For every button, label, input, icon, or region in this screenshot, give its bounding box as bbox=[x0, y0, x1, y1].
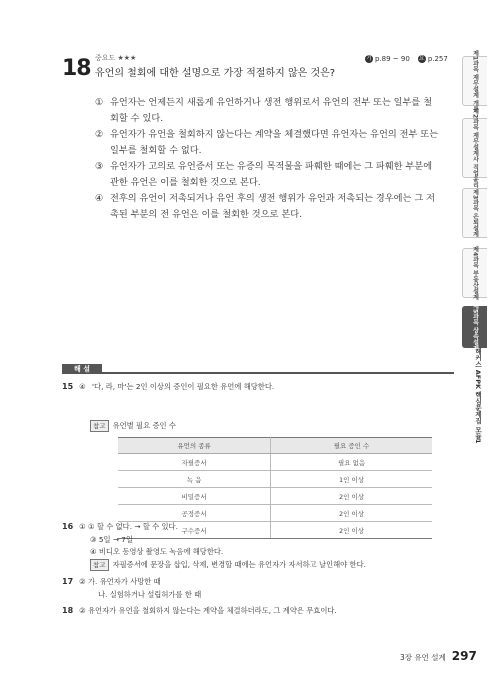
table-row bbox=[118, 505, 432, 522]
note-15 bbox=[90, 420, 176, 432]
option-3-text: 유언자가 고의로 유언증서 또는 유증의 목적물을 파훼한 때에는 그 파훼한 부분에 관한 유언은 이를 철회한 것으로 본다. bbox=[110, 161, 433, 188]
table-cell: 구수증서 bbox=[118, 522, 271, 539]
option-1-text: 유언자는 언제든지 새롭게 유언하거나 생전 행위로서 유언의 전부 또는 일부를 철회할 수 있다. bbox=[110, 97, 433, 124]
table-header: 유언의 종류 bbox=[118, 438, 271, 454]
tab-subject-4-label: 제4과목 부동산설계 bbox=[471, 245, 479, 301]
reference-2-text: p.257 bbox=[427, 55, 448, 63]
option-1-number: ① bbox=[95, 97, 104, 108]
option-3-number: ③ bbox=[95, 161, 104, 172]
table-cell: 녹 음 bbox=[118, 471, 271, 488]
answer-16 bbox=[62, 522, 178, 532]
reference-1-icon: 기 bbox=[366, 55, 372, 62]
option-4[interactable] bbox=[95, 191, 440, 223]
answer-15-choice: ④ bbox=[79, 382, 86, 391]
answer-17 bbox=[62, 577, 161, 587]
table-cell: 2인 이상 bbox=[271, 488, 432, 505]
table-row bbox=[118, 471, 432, 488]
answer-options bbox=[95, 95, 440, 223]
answer-18 bbox=[62, 606, 337, 616]
answer-16-note-text: 자필증서에 문장을 삽입, 삭제, 변경할 때에는 유언자가 자서하고 날인해야 한다. bbox=[112, 560, 366, 569]
page-footer bbox=[400, 649, 477, 663]
table-cell: 필요 없음 bbox=[271, 454, 432, 471]
table-cell: 2인 이상 bbox=[271, 505, 432, 522]
answer-16-line-3: ④ 비디오 동영상 촬영도 녹음에 해당한다. bbox=[90, 547, 224, 556]
answer-15-text: '다, 라, 마'는 2인 이상의 증인이 필요한 유언에 해당한다. bbox=[92, 382, 275, 391]
tab-subject-5-label: 제5과목 상속설계 bbox=[471, 302, 479, 352]
reference-1 bbox=[365, 55, 410, 63]
tab-subject-5[interactable] bbox=[462, 302, 487, 352]
table-header: 필요 증인 수 bbox=[271, 438, 432, 454]
tab-subject-2-label: 제2과목 재무설계사 직업윤리 bbox=[471, 107, 479, 189]
option-4-text: 전후의 유언이 저촉되거나 유언 후의 생전 행위가 유언과 저촉되는 경우에는 그 저촉된 부분의 전 유언은 이를 철회한 것으로 본다. bbox=[110, 193, 436, 220]
reference-1-text: p.89 ~ 90 bbox=[375, 55, 410, 63]
chapter-title: 3장 유언 설계 bbox=[400, 653, 446, 662]
table-row bbox=[118, 488, 432, 505]
reference-2-icon: 요 bbox=[418, 55, 425, 62]
note-title: 유언별 필요 증인 수 bbox=[112, 421, 176, 430]
tab-subject-4[interactable] bbox=[462, 245, 487, 301]
explanation-header: 해 설 bbox=[62, 364, 102, 374]
answer-15-number: 15 bbox=[62, 382, 74, 391]
answer-16-number: 16 bbox=[62, 522, 74, 531]
answer-16-line-1: ① ① 할 수 없다. → 할 수 있다. bbox=[79, 522, 178, 531]
answer-17-number: 17 bbox=[62, 577, 74, 586]
option-3[interactable] bbox=[95, 159, 440, 191]
explanation-divider bbox=[62, 372, 454, 374]
table-cell: 자필증서 bbox=[118, 454, 271, 471]
answer-16-line-2: ③ 5일 → 7일 bbox=[90, 535, 133, 544]
answer-17-line-1: ② 가. 유언자가 사망한 때 bbox=[79, 577, 161, 586]
importance-label: 중요도 ★★★ bbox=[95, 54, 137, 62]
question-title: 유언의 철회에 대한 설명으로 가장 적절하지 않은 것은? bbox=[95, 68, 336, 79]
option-2[interactable] bbox=[95, 127, 440, 159]
option-4-number: ④ bbox=[95, 193, 104, 204]
option-2-text: 유언자가 유언을 철회하지 않는다는 계약을 체결했다면 유언자는 유언의 전부 또는 일부를 철회할 수 없다. bbox=[110, 129, 439, 156]
tab-subject-3-label: 제3과목 은퇴설계 bbox=[471, 188, 479, 238]
option-1[interactable] bbox=[95, 95, 440, 127]
answer-17-line-2: 나. 실험하거나 설립허가를 한 때 bbox=[98, 590, 202, 599]
tab-subject-3[interactable] bbox=[462, 188, 487, 238]
answer-18-text: ② 유언자가 유언을 철회하지 않는다는 계약을 체결하더라도, 그 계약은 무효이다. bbox=[79, 606, 337, 615]
reference-2 bbox=[418, 55, 448, 63]
page-number: 297 bbox=[451, 649, 477, 663]
tab-subject-2[interactable] bbox=[462, 107, 487, 189]
tab-subject-1-label: 제1과목 재무설계 개론 bbox=[471, 49, 479, 113]
page-references bbox=[365, 55, 448, 63]
answer-16-note bbox=[90, 559, 366, 571]
option-2-number: ② bbox=[95, 129, 104, 140]
table-cell: 2인 이상 bbox=[271, 522, 432, 539]
table-row bbox=[118, 454, 432, 471]
table-header-row bbox=[118, 438, 432, 454]
table-cell: 1인 이상 bbox=[271, 471, 432, 488]
table-cell: 공정증서 bbox=[118, 505, 271, 522]
answer-18-number: 18 bbox=[62, 606, 74, 615]
note-label: 참고 bbox=[90, 559, 109, 571]
note-label: 참고 bbox=[90, 420, 109, 432]
tab-subject-1[interactable] bbox=[462, 49, 487, 113]
table-cell: 비밀증서 bbox=[118, 488, 271, 505]
book-title-side: 해커스 AFPK 핵심문제집 모듈1 bbox=[474, 348, 482, 444]
answer-15 bbox=[62, 382, 274, 392]
question-number: 18 bbox=[62, 56, 91, 81]
